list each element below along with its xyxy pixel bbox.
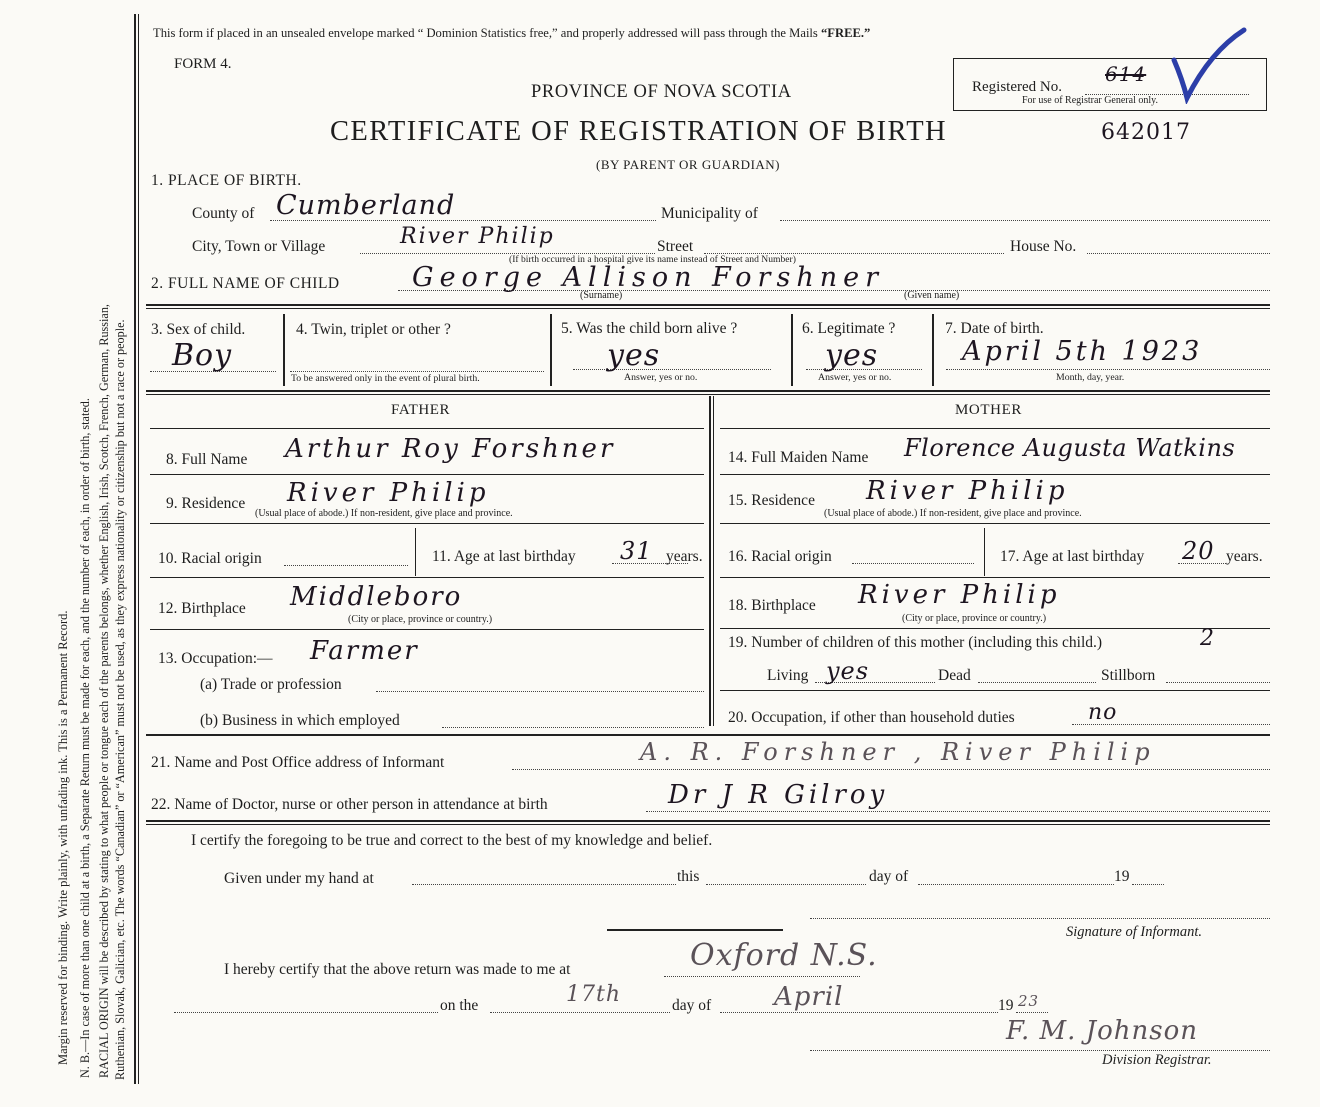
registration-day-value: 17th — [566, 982, 622, 1007]
dead-label: Dead — [938, 667, 971, 684]
registration-month-value: April — [774, 982, 844, 1012]
father-birthplace-label: 12. Birthplace — [158, 600, 246, 617]
place-of-birth-heading: 1. PLACE OF BIRTH. — [151, 172, 302, 189]
column-divider — [709, 396, 711, 726]
certificate-subtitle: (BY PARENT OR GUARDIAN) — [596, 157, 781, 172]
hospital-note: (If birth occurred in a hospital give its name instead of Street and Number) — [509, 254, 796, 265]
mother-residence-label: 15. Residence — [728, 492, 815, 509]
on-the-label: on the — [440, 997, 479, 1014]
legitimate-value: yes — [825, 338, 879, 373]
informant-label: 21. Name and Post Office address of Informant — [151, 754, 445, 771]
municipality-label: Municipality of — [661, 205, 758, 222]
mother-racial-label: 16. Racial origin — [728, 548, 832, 565]
mother-age-years: years. — [1226, 548, 1263, 565]
check-mark-icon — [1170, 26, 1250, 104]
house-no-label: House No. — [1010, 238, 1077, 255]
mail-note — [153, 26, 870, 41]
twin-label: 4. Twin, triplet or other ? — [296, 321, 451, 338]
father-residence-label: 9. Residence — [166, 495, 246, 512]
father-heading: FATHER — [391, 402, 451, 418]
province-heading: PROVINCE OF NOVA SCOTIA — [531, 82, 792, 102]
registrar-note: For use of Registrar General only. — [1022, 95, 1158, 106]
margin-text-nb: N. B.—In case of more than one child at a birth, a Separate Return must be made for each, and the number of each, in order of birth, stated. — [78, 398, 92, 1078]
registration-place-value: Oxford N.S. — [690, 938, 878, 973]
mother-birthplace-note: (City or place, province or country.) — [902, 613, 1047, 624]
mother-name-value: Florence Augusta Watkins — [904, 434, 1236, 462]
doctor-value: Dr J R Gilroy — [668, 780, 889, 810]
margin-text-binding: Margin reserved for binding. Write plainly, with unfading ink. This is a Permanent Record. — [56, 610, 70, 1065]
father-age-value: 31 — [620, 537, 653, 565]
sex-value: Boy — [172, 338, 233, 373]
rule — [146, 308, 1270, 309]
trade-label: (a) Trade or profession — [200, 676, 342, 693]
father-name-value: Arthur Roy Forshner — [285, 434, 616, 464]
this-label: this — [677, 868, 700, 885]
registrar-signature-line — [810, 1050, 1270, 1051]
dob-value: April 5th 1923 — [962, 336, 1203, 367]
alive-value: yes — [607, 338, 661, 373]
city-label: City, Town or Village — [192, 238, 326, 255]
registered-value: 614 — [1105, 62, 1147, 86]
registration-year-printed: 19 — [998, 997, 1014, 1014]
alive-label: 5. Was the child born alive ? — [561, 320, 738, 337]
surname-note: (Surname) — [580, 290, 623, 301]
margin-text-racial: RACIAL ORIGIN will be described by stating to what people or tongue each of the parents belongs, whether English, Irish, Scotch, French, German, Russian, — [97, 304, 111, 1078]
county-value: Cumberland — [276, 190, 456, 221]
father-racial-label: 10. Racial origin — [158, 550, 262, 567]
mother-occupation-label: 20. Occupation, if other than household duties — [728, 709, 1015, 726]
alive-note: Answer, yes or no. — [624, 372, 698, 383]
mail-note-free: “FREE.” — [821, 26, 871, 40]
mother-birthplace-value: River Philip — [858, 580, 1061, 610]
father-age-label: 11. Age at last birthday — [432, 548, 576, 565]
legitimate-label: 6. Legitimate ? — [802, 320, 896, 337]
informant-signature-line — [810, 918, 1270, 919]
margin-rule-2 — [138, 14, 139, 1084]
child-name-value: George Allison Forshner — [412, 262, 884, 293]
given-name-note: (Given name) — [904, 290, 960, 301]
registrar-statement: I hereby certify that the above return was made to me at — [224, 961, 571, 978]
day-of-label: day of — [869, 868, 909, 885]
child-name-label: 2. FULL NAME OF CHILD — [151, 275, 340, 292]
twin-note: To be answered only in the event of plural birth. — [291, 373, 480, 384]
mother-age-value: 20 — [1182, 537, 1215, 565]
day-of-label-2: day of — [672, 997, 712, 1014]
year-prefix: 19 — [1114, 868, 1130, 885]
father-age-years: years. — [666, 548, 703, 565]
certificate-title: CERTIFICATE OF REGISTRATION OF BIRTH — [330, 116, 948, 147]
mother-residence-value: River Philip — [866, 476, 1069, 506]
rule — [146, 304, 1270, 306]
registered-label: Registered No. — [972, 79, 1062, 95]
sex-label: 3. Sex of child. — [151, 321, 246, 338]
father-residence-note: (Usual place of abode.) If non-resident, give place and province. — [255, 508, 513, 519]
father-birthplace-value: Middleboro — [290, 582, 463, 612]
mail-note-text: This form if placed in an unsealed envelope marked “ Dominion Statistics free,” and properly addressed will pass through the Mails — [153, 26, 818, 40]
dob-note: Month, day, year. — [1056, 372, 1125, 383]
children-label: 19. Number of children of this mother (including this child.) — [728, 634, 1103, 651]
legitimate-note: Answer, yes or no. — [818, 372, 892, 383]
mother-occupation-value: no — [1088, 700, 1118, 725]
column-divider — [713, 396, 714, 726]
street-label: Street — [657, 238, 694, 255]
registrar-signature-value: F. M. Johnson — [1006, 1016, 1198, 1046]
margin-rule — [134, 14, 136, 1084]
form-number: FORM 4. — [174, 56, 232, 72]
living-value: yes — [826, 657, 870, 685]
business-label: (b) Business in which employed — [200, 712, 400, 729]
division-registrar-label: Division Registrar. — [1102, 1052, 1212, 1068]
informant-signature-label: Signature of Informant. — [1066, 924, 1203, 940]
certify-statement: I certify the foregoing to be true and correct to the best of my knowledge and belief. — [191, 832, 713, 849]
father-occupation-value: Farmer — [310, 636, 419, 666]
registration-year-value: 23 — [1018, 992, 1040, 1010]
dob-label: 7. Date of birth. — [945, 320, 1044, 337]
doctor-label: 22. Name of Doctor, nurse or other person in attendance at birth — [151, 796, 548, 813]
living-label: Living — [767, 667, 809, 684]
father-occupation-label: 13. Occupation:— — [158, 650, 273, 667]
county-label: County of — [192, 205, 255, 222]
father-residence-value: River Philip — [287, 478, 490, 508]
informant-value: A. R. Forshner , River Philip — [640, 738, 1156, 766]
certificate-number: 642017 — [1101, 120, 1191, 145]
children-value: 2 — [1200, 626, 1215, 651]
mother-residence-note: (Usual place of abode.) If non-resident, give place and province. — [824, 508, 1082, 519]
given-label: Given under my hand at — [224, 870, 374, 887]
margin-text-racial-2: Ruthenian, Slovak, Galician, etc. The words “Canadian” or “American” must not be used, as they express nationality or citizenship but not a race or people. — [113, 319, 127, 1080]
mother-heading: MOTHER — [955, 402, 1022, 418]
father-birthplace-note: (City or place, province or country.) — [348, 614, 493, 625]
father-name-label: 8. Full Name — [166, 451, 248, 468]
stillborn-label: Stillborn — [1101, 667, 1156, 684]
city-value: River Philip — [400, 224, 555, 249]
mother-name-label: 14. Full Maiden Name — [728, 449, 869, 466]
mother-age-label: 17. Age at last birthday — [1000, 548, 1145, 565]
mother-birthplace-label: 18. Birthplace — [728, 597, 816, 614]
